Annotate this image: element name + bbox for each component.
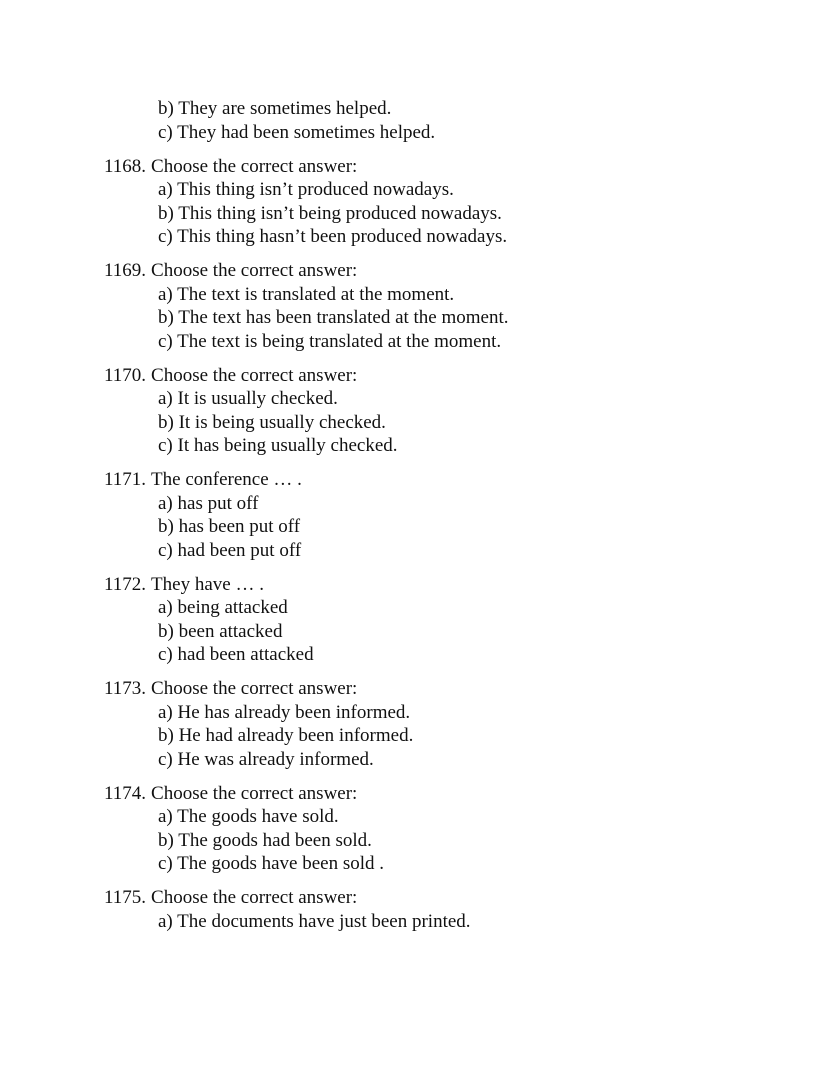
question-number: 1174. — [104, 782, 147, 804]
option-line: b) This thing isn’t being produced nowadays. — [158, 202, 502, 224]
option-line: c) They had been sometimes helped. — [158, 121, 436, 143]
option-line: b) The goods had been sold. — [158, 829, 372, 851]
option-line: c) The text is being translated at the moment. — [158, 330, 502, 352]
option-line: a) It is usually checked. — [158, 388, 338, 409]
option-line: a) The text is translated at the moment. — [158, 283, 455, 305]
question-1173 — [104, 677, 784, 771]
option-line: b) has been put off — [158, 516, 301, 537]
question-1169 — [104, 259, 784, 353]
question-number: 1173. — [104, 678, 147, 699]
question-prompt: Choose the correct answer: — [151, 155, 358, 177]
option-line: b) been attacked — [158, 620, 283, 642]
option-line: c) This thing hasn’t been produced nowadays. — [158, 226, 508, 247]
question-prompt: The conference … . — [151, 469, 302, 490]
question-number: 1168. — [104, 155, 147, 177]
question-number: 1169. — [104, 260, 147, 281]
question-1168 — [104, 155, 784, 249]
option-line: c) He was already informed. — [158, 748, 374, 770]
question-prompt: They have … . — [151, 573, 264, 595]
continued-options — [104, 97, 784, 144]
question-1171 — [104, 468, 784, 562]
question-number: 1170. — [104, 364, 147, 386]
question-number: 1175. — [104, 887, 147, 908]
option-line: c) The goods have been sold . — [158, 853, 385, 874]
option-line: b) He had already been informed. — [158, 725, 414, 746]
option-line: a) The documents have just been printed. — [158, 910, 471, 932]
option-line: b) It is being usually checked. — [158, 411, 386, 433]
question-1174 — [104, 782, 784, 876]
option-line: a) has put off — [158, 492, 259, 514]
option-line: a) He has already been informed. — [158, 701, 411, 723]
question-prompt: Choose the correct answer: — [151, 782, 358, 804]
question-prompt: Choose the correct answer: — [151, 678, 358, 699]
option-line: b) The text has been translated at the moment. — [158, 307, 509, 328]
option-line: c) had been attacked — [158, 644, 314, 665]
question-header — [104, 782, 784, 806]
question-header — [104, 364, 784, 388]
question-header — [104, 259, 784, 283]
question-header — [104, 155, 784, 179]
question-number: 1172. — [104, 573, 147, 595]
question-header — [104, 886, 784, 910]
option-line: a) This thing isn’t produced nowadays. — [158, 179, 454, 200]
question-1170 — [104, 364, 784, 458]
question-list — [104, 97, 784, 933]
question-number: 1171. — [104, 469, 147, 490]
question-prompt: Choose the correct answer: — [151, 260, 358, 281]
question-1172 — [104, 573, 784, 667]
question-header — [104, 573, 784, 597]
question-header — [104, 468, 784, 492]
option-line: b) They are sometimes helped. — [158, 98, 392, 119]
question-1175 — [104, 886, 784, 933]
option-line: c) had been put off — [158, 539, 302, 561]
question-prompt: Choose the correct answer: — [151, 364, 358, 386]
option-line: a) being attacked — [158, 597, 288, 618]
option-line: a) The goods have sold. — [158, 806, 339, 827]
question-header — [104, 677, 784, 701]
option-line: c) It has being usually checked. — [158, 435, 398, 456]
question-prompt: Choose the correct answer: — [151, 887, 358, 908]
